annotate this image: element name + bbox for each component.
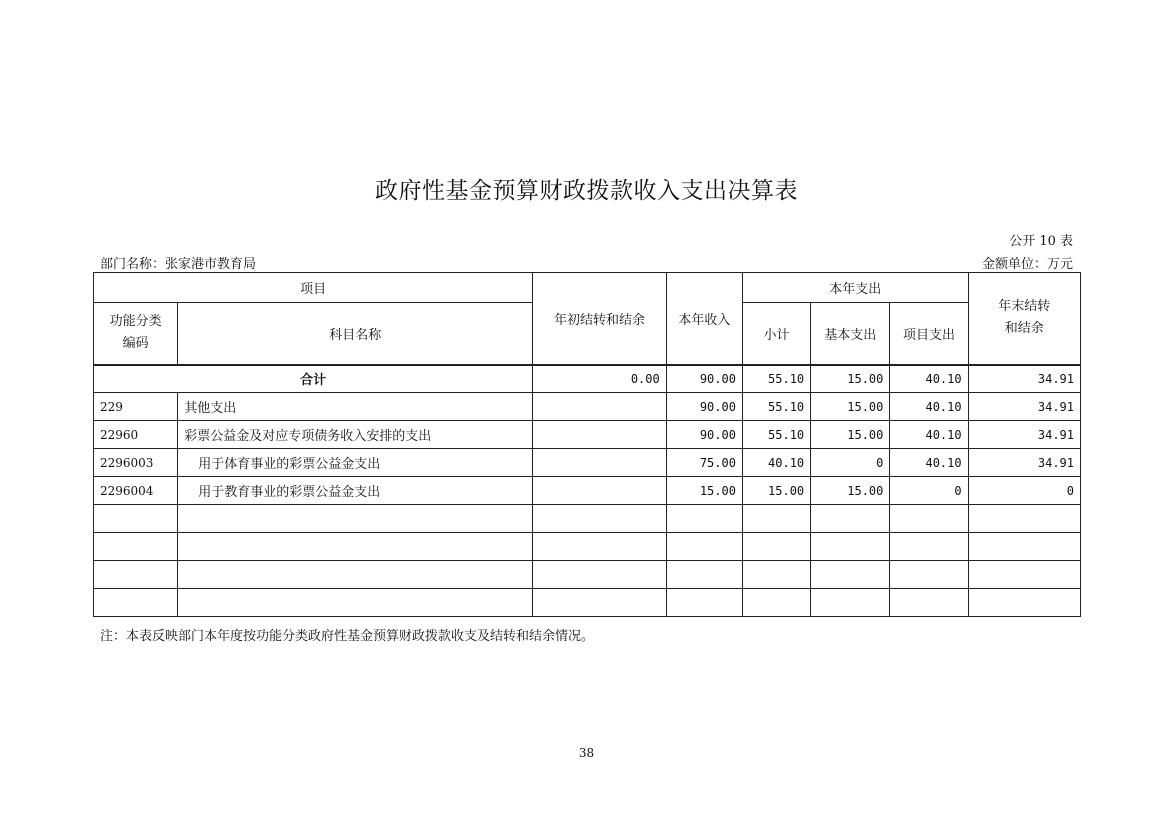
empty-row	[94, 589, 1081, 617]
row-project: 40.10	[890, 421, 968, 449]
row-basic: 15.00	[811, 393, 890, 421]
header-end-balance: 年末结转 和结余	[968, 273, 1080, 365]
report-title: 政府性基金预算财政拨款收入支出决算表	[375, 178, 798, 204]
row-code: 22960	[94, 421, 178, 449]
footnote: 注：本表反映部门本年度按功能分类政府性基金预算财政拨款收支及结转和结余情况。	[100, 629, 595, 644]
empty-row	[94, 561, 1081, 589]
row-name: 用于体育事业的彩票公益金支出	[178, 449, 533, 477]
row-end-balance: 34.91	[968, 393, 1080, 421]
row-code: 2296003	[94, 449, 178, 477]
row-basic: 15.00	[811, 421, 890, 449]
table-row	[94, 477, 1081, 505]
table-number: 公开 10 表	[1009, 234, 1073, 249]
row-begin-balance	[533, 449, 666, 477]
row-income: 15.00	[666, 477, 742, 505]
row-code: 229	[94, 393, 178, 421]
row-basic: 0	[811, 449, 890, 477]
header-name: 科目名称	[178, 303, 533, 365]
row-subtotal: 40.10	[742, 449, 810, 477]
total-basic: 15.00	[811, 365, 890, 393]
row-begin-balance	[533, 477, 666, 505]
total-begin-balance: 0.00	[533, 365, 666, 393]
row-income: 90.00	[666, 421, 742, 449]
row-subtotal: 55.10	[742, 393, 810, 421]
total-row	[94, 365, 1081, 393]
department-name: 部门名称：张家港市教育局	[100, 257, 257, 272]
header-basic: 基本支出	[811, 303, 890, 365]
total-income: 90.00	[666, 365, 742, 393]
header-item: 项目	[94, 273, 533, 303]
row-subtotal: 15.00	[742, 477, 810, 505]
table-row	[94, 421, 1081, 449]
row-name: 其他支出	[178, 393, 533, 421]
header-begin-balance: 年初结转和结余	[533, 273, 666, 365]
total-end-balance: 34.91	[968, 365, 1080, 393]
page-number: 38	[578, 746, 595, 760]
header-subtotal: 小计	[742, 303, 810, 365]
row-project: 40.10	[890, 449, 968, 477]
row-end-balance: 34.91	[968, 421, 1080, 449]
header-expense-group: 本年支出	[742, 273, 968, 303]
total-label: 合计	[94, 365, 533, 393]
row-subtotal: 55.10	[742, 421, 810, 449]
row-name: 彩票公益金及对应专项债务收入安排的支出	[178, 421, 533, 449]
row-name: 用于教育事业的彩票公益金支出	[178, 477, 533, 505]
row-project: 0	[890, 477, 968, 505]
empty-row	[94, 533, 1081, 561]
row-basic: 15.00	[811, 477, 890, 505]
row-begin-balance	[533, 421, 666, 449]
row-end-balance: 34.91	[968, 449, 1080, 477]
row-income: 75.00	[666, 449, 742, 477]
table-row	[94, 393, 1081, 421]
row-income: 90.00	[666, 393, 742, 421]
budget-table	[93, 272, 1081, 617]
row-end-balance: 0	[968, 477, 1080, 505]
header-code: 功能分类 编码	[94, 303, 178, 365]
total-subtotal: 55.10	[742, 365, 810, 393]
header-income: 本年收入	[666, 273, 742, 365]
row-begin-balance	[533, 393, 666, 421]
row-project: 40.10	[890, 393, 968, 421]
header-project: 项目支出	[890, 303, 968, 365]
row-code: 2296004	[94, 477, 178, 505]
total-project: 40.10	[890, 365, 968, 393]
table-row	[94, 449, 1081, 477]
empty-row	[94, 505, 1081, 533]
amount-unit: 金额单位：万元	[981, 257, 1073, 272]
